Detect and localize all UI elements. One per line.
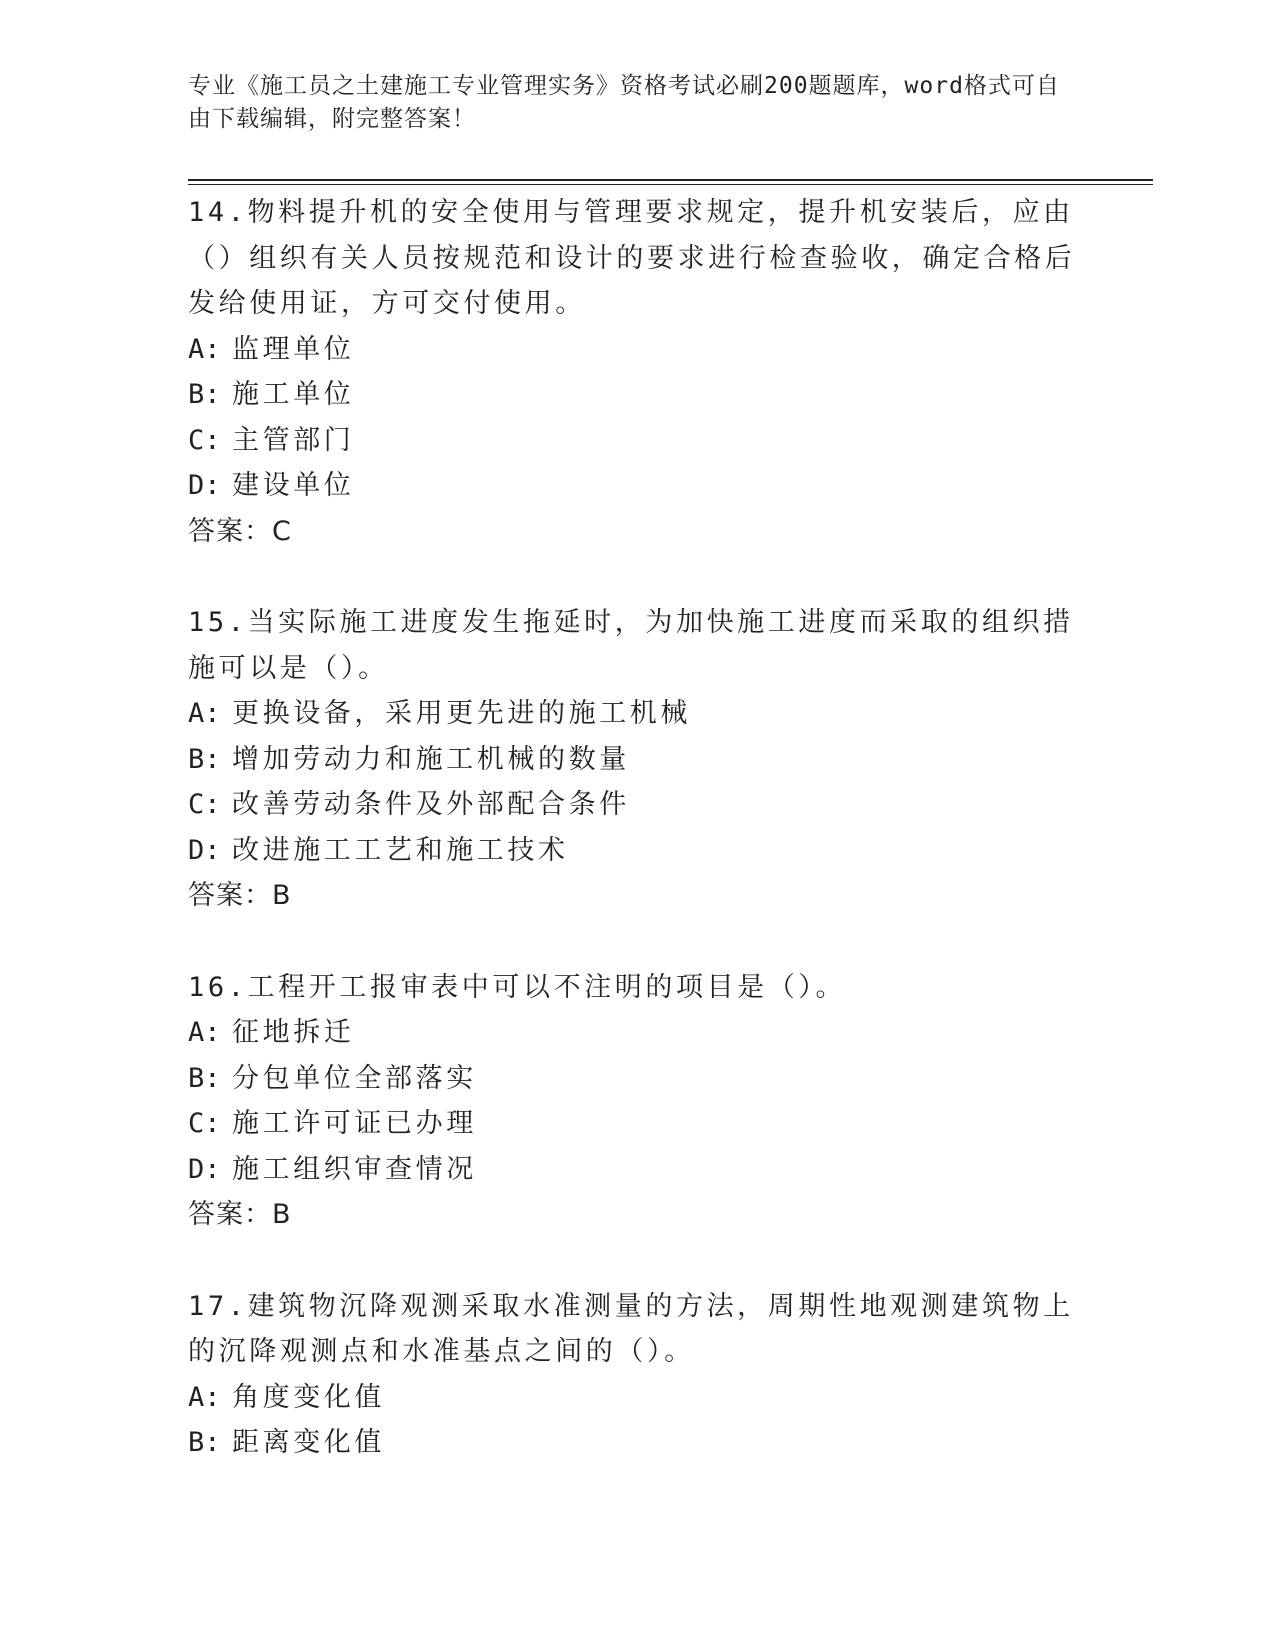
- option-key: B:: [188, 743, 221, 775]
- option-key: D:: [188, 834, 221, 866]
- question-16: [188, 965, 1088, 1238]
- option-key: A:: [188, 698, 221, 729]
- option-key: D:: [188, 1153, 221, 1185]
- option-a: [188, 327, 1088, 373]
- question-stem: 17.建筑物沉降观测采取水准测量的方法，周期性地观测建筑物上的沉降观测点和水准基点之间的（）。: [188, 1290, 1074, 1367]
- option-key: C:: [188, 424, 221, 456]
- option-text: 更换设备，采用更先进的施工机械: [232, 698, 691, 729]
- option-key: D:: [188, 470, 221, 501]
- question-17: [188, 1284, 1088, 1466]
- question-list: [188, 190, 1088, 1512]
- header-divider-thick: [188, 179, 1153, 181]
- option-text: 分包单位全部落实: [232, 1062, 477, 1094]
- option-d: [188, 828, 1088, 874]
- option-text: 建设单位: [232, 470, 355, 501]
- option-text: 施工许可证已办理: [232, 1108, 477, 1139]
- option-text: 改善劳动条件及外部配合条件: [232, 789, 630, 820]
- option-key: B:: [188, 1062, 221, 1094]
- option-d: [188, 463, 1088, 509]
- option-a: [188, 691, 1088, 737]
- option-text: 距离变化值: [232, 1427, 385, 1458]
- option-key: A:: [188, 1017, 221, 1048]
- option-text: 征地拆迁: [232, 1017, 355, 1048]
- option-text: 增加劳动力和施工机械的数量: [232, 743, 630, 775]
- option-text: 施工组织审查情况: [232, 1153, 477, 1185]
- question-stem: 14.物料提升机的安全使用与管理要求规定，提升机安装后，应由（）组织有关人员按规范和设计的要求进行检查验收，确定合格后发给使用证，方可交付使用。: [188, 197, 1076, 319]
- option-text: 角度变化值: [232, 1381, 385, 1413]
- option-b: [188, 1420, 1088, 1466]
- option-b: [188, 1056, 1088, 1102]
- question-14: [188, 190, 1088, 554]
- question-15: [188, 600, 1088, 919]
- question-stem: 15.当实际施工进度发生拖延时，为加快施工进度而采取的组织措施可以是（）。: [188, 607, 1074, 684]
- question-stem: 16.工程开工报审表中可以不注明的项目是（）。: [188, 971, 847, 1003]
- option-b: [188, 372, 1088, 418]
- option-text: 主管部门: [232, 424, 355, 456]
- option-key: A:: [188, 333, 221, 365]
- option-text: 施工单位: [232, 379, 355, 410]
- option-text: 改进施工工艺和施工技术: [232, 834, 569, 866]
- answer-line: 答案：B: [188, 880, 292, 911]
- document-header: 专业《施工员之土建施工专业管理实务》资格考试必刷200题题库，word格式可自由下载编辑，附完整答案！: [188, 73, 1060, 132]
- header-divider-thin: [188, 184, 1153, 185]
- option-key: B:: [188, 379, 221, 410]
- option-key: C:: [188, 1108, 221, 1139]
- option-text: 监理单位: [232, 333, 355, 365]
- option-b: [188, 737, 1088, 783]
- option-a: [188, 1375, 1088, 1421]
- option-c: [188, 782, 1088, 828]
- option-c: [188, 418, 1088, 464]
- option-d: [188, 1147, 1088, 1193]
- option-key: B:: [188, 1427, 221, 1458]
- option-c: [188, 1101, 1088, 1147]
- answer-line: 答案：C: [188, 515, 292, 547]
- option-key: C:: [188, 789, 221, 820]
- option-a: [188, 1010, 1088, 1056]
- answer-line: 答案：B: [188, 1199, 292, 1230]
- option-key: A:: [188, 1381, 221, 1413]
